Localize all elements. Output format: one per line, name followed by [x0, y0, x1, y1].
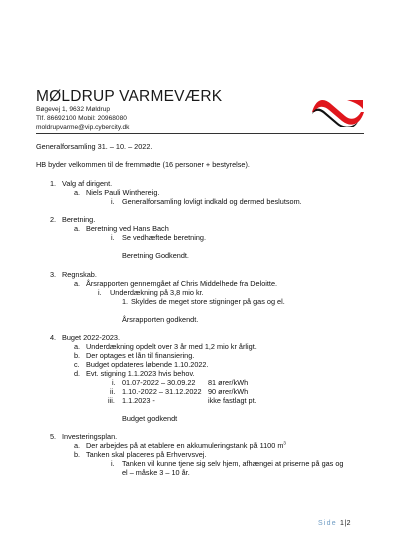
list-item: Underdækning opdelt over 3 år med 1,2 mio kr årligt.: [86, 342, 257, 351]
agenda-number: 1.: [50, 179, 57, 188]
list-marker: a.: [74, 224, 81, 233]
rate-period: 01.07-2022 – 30.09.22: [122, 378, 196, 387]
rate-period: 1.1.2023 -: [122, 396, 155, 405]
list-item: Tanken vil kunne tjene sig selv hjem, afhængei at priserne på gas og: [122, 459, 344, 468]
rate-price: 81 ører/kWh: [208, 378, 249, 387]
list-item-continuation: el – måske 3 – 10 år.: [122, 468, 190, 477]
page-footer: [318, 520, 351, 528]
approval-note: Budget godkendt: [122, 414, 178, 423]
list-marker: a.: [74, 279, 81, 288]
list-item: Der optages et lån til finansiering.: [86, 351, 195, 360]
list-marker: a.: [74, 188, 81, 197]
agenda-number: 5.: [50, 432, 57, 441]
list-item: Underdækning på 3,8 mio kr.: [110, 288, 204, 297]
agenda-item-title: Valg af dirigent.: [62, 179, 113, 188]
list-marker: i.: [111, 197, 115, 206]
list-marker: d.: [74, 369, 81, 378]
list-item: Evt. stigning 1.1.2023 hvis behov.: [86, 369, 195, 378]
list-item: Tanken skal placeres på Erhvervsvej.: [86, 450, 207, 459]
list-marker: i.: [112, 378, 116, 387]
superscript-three: 3: [283, 440, 286, 446]
list-marker: 1.: [122, 297, 129, 306]
list-item: Skyldes de meget store stigninger på gas og el.: [131, 297, 285, 306]
list-marker: b.: [74, 450, 81, 459]
agenda-item-title: Beretning.: [62, 215, 96, 224]
meeting-date: Generalforsamling 31. – 10. – 2022.: [36, 142, 153, 151]
agenda-item-title: Regnskab.: [62, 270, 97, 279]
list-item: Der arbejdes på at etablere en akkumuleringstank på 1100 $m^3$: [86, 440, 286, 450]
welcome-text: HB byder velkommen til de fremmødte (16 personer + bestyrelse).: [36, 160, 250, 169]
organization-address: Bøgevej 1, 9632 Møldrup: [36, 106, 111, 113]
agenda-number: 2.: [50, 215, 57, 224]
list-item: Beretning ved Hans Bach: [86, 224, 169, 233]
rate-price: 90 ører/kWh: [208, 387, 249, 396]
agenda-item-title: Investeringsplan.: [62, 432, 118, 441]
agenda-number: 4.: [50, 333, 57, 342]
list-marker: i.: [98, 288, 102, 297]
list-marker: a.: [74, 342, 81, 351]
company-logo-icon: [311, 97, 365, 127]
list-marker: b.: [74, 351, 81, 360]
organization-name: MØLDRUP VARMEVÆRK: [36, 88, 223, 105]
approval-note: Beretning Godkendt.: [122, 251, 189, 260]
footer-side-label: Side: [318, 520, 337, 527]
list-marker: i.: [111, 459, 115, 468]
organization-phone: Tlf. 86692100 Mobil: 20968080: [36, 115, 127, 122]
list-marker: i.: [111, 233, 115, 242]
list-item: Niels Pauli Winthereig.: [86, 188, 160, 197]
rate-price: ikke fastlagt pt.: [208, 396, 257, 405]
organization-email: moldrupvarme@vip.cybercity.dk: [36, 124, 130, 131]
page-number: 1|2: [339, 520, 352, 527]
agenda-number: 3.: [50, 270, 57, 279]
list-item: Se vedhæftede beretning.: [122, 233, 206, 242]
rate-period: 1.10.-2022 – 31.12.2022: [122, 387, 202, 396]
list-item: Generalforsamling lovligt indkald og dermed beslutsom.: [122, 197, 302, 206]
list-item: Budget opdateres løbende 1.10.2022.: [86, 360, 209, 369]
list-marker: iii.: [108, 396, 115, 405]
list-marker: ii.: [110, 387, 116, 396]
list-marker: c.: [74, 360, 80, 369]
list-marker: a.: [74, 441, 81, 450]
header-divider: [36, 133, 364, 134]
approval-note: Årsrapporten godkendt.: [122, 315, 199, 324]
agenda-item-title: Buget 2022-2023.: [62, 333, 121, 342]
list-item: Årsrapporten gennemgået af Chris Middelhede fra Deloitte.: [86, 279, 278, 288]
